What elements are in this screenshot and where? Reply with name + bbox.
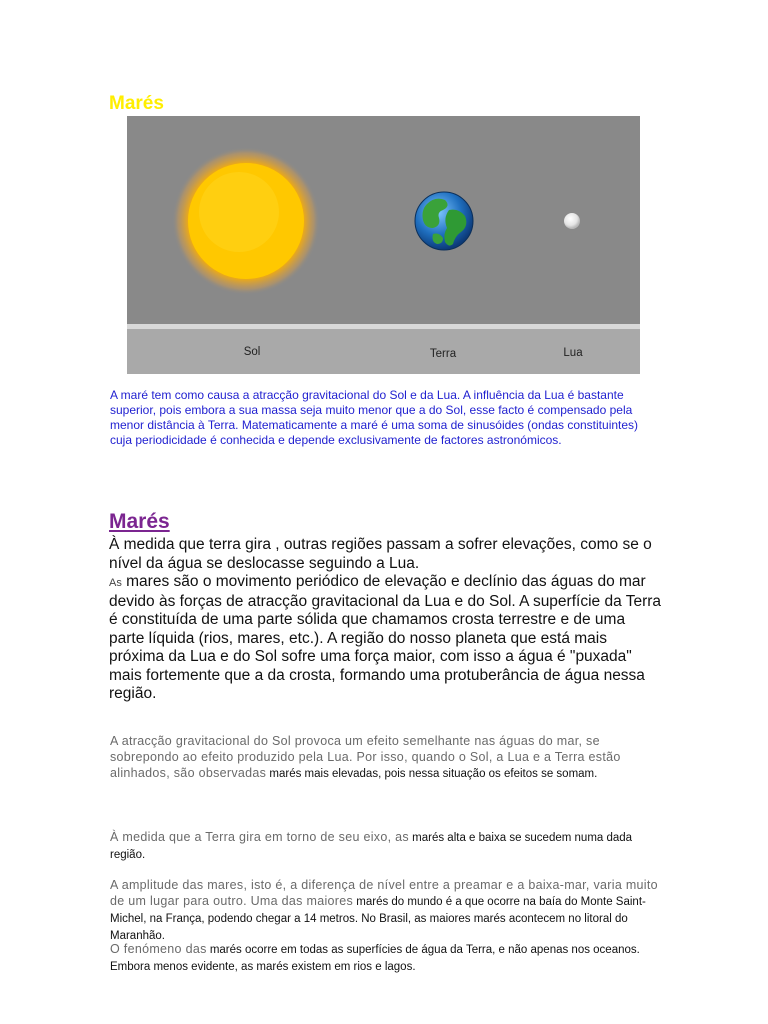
- earth-icon: [415, 192, 473, 250]
- p6-grey: O fenómeno das: [110, 942, 207, 956]
- paragraph-amplitude: [110, 877, 662, 944]
- p6-dark: marés ocorre em todas as superfícies de água da Terra, e não apenas nos oceanos. Embora menos evidente, as marés existem em rios e lagos.: [110, 944, 640, 973]
- main-para-line1: À medida que terra gira , outras regiões passam a sofrer elevações, como se o nível da água se deslocasse seguindo a Lua.: [109, 536, 652, 572]
- p3-grey: A atracção gravitacional do Sol provoca um efeito semelhante nas águas do mar, se sobrepondo ao efeito produzido pela Lua. Por isso, quando o Sol, a Lua e a Terra estão alinhados, são observadas: [110, 734, 621, 780]
- main-paragraph: [109, 536, 664, 704]
- label-sol: Sol: [243, 346, 261, 358]
- p5-grey: A amplitude das mares, isto é, a diferença de nível entre a preamar e a baixa-mar, varia muito de um lugar para outro. Uma das maiores: [110, 878, 658, 908]
- paragraph-rotation: [110, 829, 662, 863]
- paragraph-phenomenon: [110, 941, 662, 975]
- main-para-as: As: [109, 577, 122, 589]
- section-heading: Marés: [109, 510, 170, 533]
- paragraph-alignment: [110, 733, 662, 782]
- p4-dark: marés alta e baixa se sucedem numa dada região.: [110, 832, 633, 861]
- p4-grey: À medida que a Terra gira em torno de seu eixo, as: [110, 830, 409, 844]
- horizon-line: [127, 324, 640, 329]
- main-para-rest: mares são o movimento periódico de elevação e declínio das águas do mar devido às forças de atracção gravitacional da Lua e do Sol. A superfície da Terra é constituída de uma parte sólida que chamamos crosta terrestre e de uma parte líquida (rios, mares, etc.). A região do nosso planeta que está mais próxima da Lua e do Sol sofre uma força maior, com isso a água é "puxada" mais fortemente que a da crosta, formando uma protuberância de água nessa região.: [109, 573, 662, 702]
- intro-paragraph: A maré tem como causa a atracção gravitacional do Sol e da Lua. A influência da Lua é bastante superior, pois embora a sua massa seja muito menor que a do Sol, esse facto é compensado pela menor distância à Terra. Matematicamente a maré é uma soma de sinusóides (ondas constituintes) cuja periodicidade é conhecida e depende exclusivamente de factores astronómicos.: [110, 388, 639, 447]
- label-lua: Lua: [563, 347, 583, 359]
- label-terra: Terra: [429, 348, 457, 360]
- moon-icon: [564, 213, 580, 229]
- sun-icon: [172, 147, 320, 295]
- figure-svg: [127, 116, 640, 374]
- sun-earth-moon-figure: [127, 116, 640, 374]
- p5-dark: marés do mundo é a que ocorre na baía do Monte Saint-Michel, na França, podendo chegar a 14 metros. No Brasil, as maiores marés acontecem no litoral do Maranhão.: [110, 896, 646, 942]
- page-title-top: Marés: [109, 93, 164, 114]
- p3-dark: marés mais elevadas, pois nessa situação os efeitos se somam.: [266, 768, 598, 780]
